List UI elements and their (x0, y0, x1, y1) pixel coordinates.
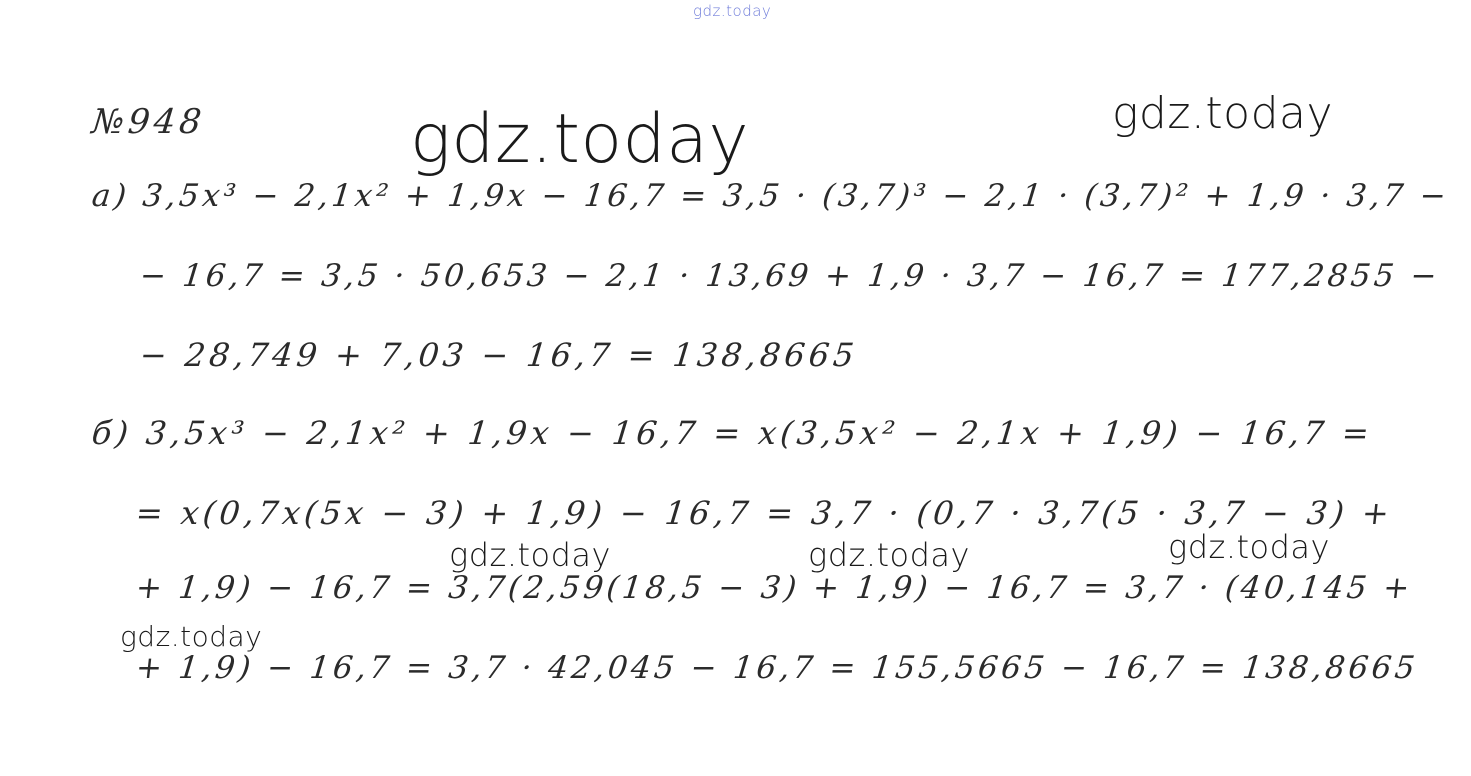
solution-line-b1: б) 3,5x³ − 2,1x² + 1,9x − 16,7 = x(3,5x² − 2,1x + 1,9) − 16,7 = (90, 414, 1375, 452)
watermark-large: gdz.today (410, 100, 750, 179)
solution-line-b3: + 1,9) − 16,7 = 3,7(2,59(18,5 − 3) + 1,9) − 16,7 = 3,7 · (40,145 + (134, 570, 1415, 606)
solution-line-b2: = x(0,7x(5x − 3) + 1,9) − 16,7 = 3,7 · (0,7 · 3,7(5 · 3,7 − 3) + (134, 494, 1395, 532)
watermark-mid-right: gdz.today (1168, 528, 1330, 566)
solution-line-a1: а) 3,5x³ − 2,1x² + 1,9x − 16,7 = 3,5 · (3,7)³ − 2,1 · (3,7)² + 1,9 · 3,7 − (90, 178, 1452, 214)
watermark-top: gdz.today (693, 2, 772, 20)
solution-line-a3: − 28,749 + 7,03 − 16,7 = 138,8665 (138, 336, 860, 374)
problem-number: №948 (89, 102, 208, 142)
watermark-bottom-left: gdz.today (120, 620, 263, 653)
watermark-mid-left: gdz.today (449, 536, 611, 574)
watermark-mid-center: gdz.today (808, 536, 970, 574)
solution-line-a2: − 16,7 = 3,5 · 50,653 − 2,1 · 13,69 + 1,9 · 3,7 − 16,7 = 177,2855 − (138, 258, 1442, 294)
solution-line-b4: + 1,9) − 16,7 = 3,7 · 42,045 − 16,7 = 155,5665 − 16,7 = 138,8665 (134, 650, 1420, 686)
watermark-top-right: gdz.today (1112, 88, 1334, 139)
